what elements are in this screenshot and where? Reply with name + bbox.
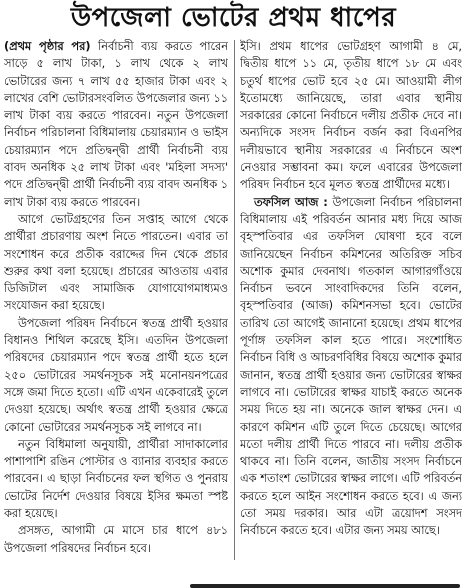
left-paragraph-1-text: নির্বাচনী ব্যয় করতে পারেন সাড়ে ৫ লাখ টাকা, ১ লাখ থেকে ২ লাখ ভোটারের জন্য ৭ লাখ ৫৫ হাজার টাকা এবং ২ লাখের বেশি ভোটারসংবলিত উপজেলার জন্য ১১ লাখ টাকা ব্যয় করতে পারবেন। নতুন উপজেলা নির্বাচন পরিচালনা বিধিমালায় চেয়ারম্যান ও ভাইস চেয়ারম্যান পদে প্রতিদ্বন্দ্বী প্রার্থী নির্বাচনী ব্যয় বাবদ অনধিক ২৫ লাখ টাকা এবং 'মহিলা সদস্য' পদে প্রতিদ্বন্দ্বী প্রার্থী নির্বাচনী ব্যয় বাবদ অনধিক ১ লাখ টাকা ব্যয় করতে পারবেন। — [4, 40, 228, 209]
left-paragraph-3: উপজেলা পরিষদ নির্বাচনে স্বতন্ত্র প্রার্থী হওয়ার বিধানও শিথিল করেছে ইসি। এতদিন উপজেলা পরিষদের চেয়ারম্যান পদে স্বতন্ত্র প্রার্থী হতে হলে ২৫০ ভোটারের সমর্থনসূচক সই মনোনয়নপত্রের সঙ্গে জমা দিতে হতো। এটি এখন একেবারেই তুলে দেওয়া হয়েছে। অর্থাৎ স্বতন্ত্র প্রার্থী হওয়ার ক্ষেত্রে কোনো ভোটারের সমর্থনসূচক সই লাগবে না। — [4, 316, 228, 434]
left-column — [4, 38, 228, 582]
left-paragraph-5: প্রসঙ্গত, আগামী মে মাসে চার ধাপে ৪৮১ উপজেলা পরিষদের নির্বাচন হবে। — [4, 524, 228, 555]
continued-from-label: (প্রথম পৃষ্ঠার পর) — [4, 40, 91, 53]
left-paragraph-1 — [4, 38, 228, 211]
left-paragraph-4: নতুন বিধিমালা অনুযায়ী, প্রার্থীরা সাদাকালোর পাশাপাশি রঙিন পোস্টার ও ব্যানার ব্যবহার করতে পারবেন। এ ছাড়া নির্বাচনের ফল স্থগিত ও পুনরায় ভোটের নির্দেশ দেওয়ার বিষয়ে ইসির ক্ষমতা স্পষ্ট করা হয়েছে। — [4, 437, 228, 521]
right-paragraph-2 — [240, 194, 462, 540]
left-paragraph-2: আগে ভোটগ্রহণের তিন সপ্তাহ আগে থেকে প্রার্থীরা প্রচারণায় অংশ নিতে পারতেন। এবার তা সংশোধন করে প্রতীক বরাদ্দের দিন থেকে প্রচার শুরুর কথা বলা হয়েছে। প্রচারের আওতায় এবার ডিজিটাল এবং সামাজিক যোগাযোগমাধ্যমও সংযোজন করা হয়েছে। — [4, 212, 228, 313]
section-subhead: তফসিল আজ : — [254, 195, 328, 209]
right-paragraph-2-text: উপজেলা নির্বাচন পরিচালনা বিধিমালায় এই পরিবর্তন আনার মধ্য দিয়ে আজ বৃহস্পতিবার এর তফসিল ঘোষণা হবে বলে জানিয়েছেন নির্বাচন কমিশনের অতিরিক্ত সচিব অশোক কুমার দেবনাথ। গতকাল আগারগাঁওয়ে নির্বাচন ভবনে সাংবাদিকদের তিনি বলেন, বৃহস্পতিবার (আজ) কমিশনসভা হবে। ভোটের তারিখ তো আগেই জানানো হয়েছে। প্রথম ধাপের পূর্ণাঙ্গ তফসিল কাল হতে পারে। সংশোধিত নির্বাচন বিধি ও আচরণবিধির বিষয়ে অশোক কুমার জানান, স্বতন্ত্র প্রার্থী হওয়ার জন্য ভোটারের স্বাক্ষর লাগবে না। ভোটারের স্বাক্ষর যাচাই করতে অনেক সময় দিতে হয় না। অনেকে জাল স্বাক্ষর দেন। এ কারণে কমিশন এটি তুলে দিতে চেয়েছে। আগের মতো দলীয় প্রার্থী দিতে পারবে না। দলীয় প্রতীক থাকবে না। তিনি বলেন, জাতীয় সংসদ নির্বাচনে এক শতাংশ ভোটারের স্বাক্ষর লাগে। এটি পরিবর্তন করতে হলে আইন সংশোধন করতে হবে। এ জন্য তো সময় দরকার। আর এটা ত্রয়োদশ সংসদ নির্বাচনে করতে হবে। এটার জন্য সময় আছে। — [240, 195, 462, 538]
right-column — [240, 38, 462, 582]
column-divider — [234, 40, 235, 560]
next-headline-fragment — [190, 578, 460, 588]
right-paragraph-1: ইসি। প্রথম ধাপের ভোটগ্রহণ আগামী ৪ মে, দ্বিতীয় ধাপে ১১ মে, তৃতীয় ধাপে ১৮ মে এবং চতুর্থ ধাপের ভোট হবে ২৫ মে। আওয়ামী লীগ ইতোমধ্যে জানিয়েছে, তারা এবার স্থানীয় সরকারের কোনো নির্বাচনে দলীয় প্রতীক দেবে না। অন্যদিকে সংসদ নির্বাচন বর্জন করা বিএনপির দলীয়ভাবে স্থানীয় সরকারের এ নির্বাচনে অংশ নেওয়ার সম্ভাবনা কম। ফলে এবারের উপজেলা পরিষদ নির্বাচন হবে মূলত স্বতন্ত্র প্রার্থীদের মধ্যে। — [240, 40, 462, 192]
headline: উপজেলা ভোটের প্রথম ধাপের — [70, 3, 397, 33]
